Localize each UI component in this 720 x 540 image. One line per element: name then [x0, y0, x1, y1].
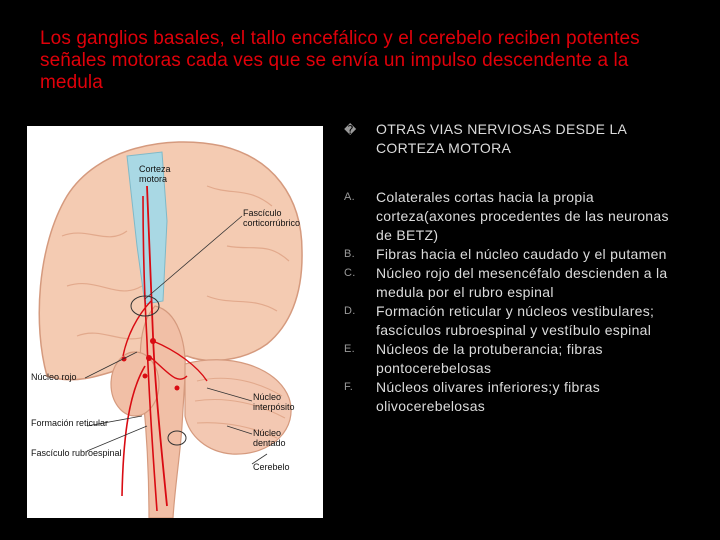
label-fasciculo-rubroespinal: Fascículo rubroespinal — [31, 448, 122, 458]
list-item-text: Formación reticular y núcleos vestibulares; fascículos rubroespinal y vestíbulo espinal — [376, 303, 655, 338]
list-marker: D. — [344, 305, 356, 317]
list-item — [344, 378, 684, 416]
list-item-text: Núcleos olivares inferiores;y fibras olivocerebelosas — [376, 379, 600, 414]
list-marker: B. — [344, 248, 355, 260]
pathways-list — [344, 120, 684, 416]
list-item — [344, 302, 684, 340]
list-item — [344, 245, 684, 264]
list-marker: A. — [344, 191, 355, 203]
list-item-text: Núcleos de la protuberancia; fibras pontocerebelosas — [376, 341, 603, 376]
brain-diagram — [27, 126, 323, 518]
list-item — [344, 264, 684, 302]
list-marker: F. — [344, 381, 354, 393]
list-header — [344, 120, 684, 158]
label-fasciculo-corticorrubrico: Fascículo corticorrúbrico — [243, 208, 301, 228]
list-item-text: Colaterales cortas hacia la propia corteza(axones procedentes de las neuronas de BETZ) — [376, 189, 669, 243]
list-marker: E. — [344, 343, 355, 355]
list-marker: C. — [344, 267, 356, 279]
label-cerebelo: Cerebelo — [253, 462, 290, 472]
list-item-text: Núcleo rojo del mesencéfalo descienden a la medula por el rubro espinal — [376, 265, 668, 300]
list-header-text: OTRAS VIAS NERVIOSAS DESDE LA CORTEZA MOTORA — [376, 121, 627, 156]
brain-motor-pathways-illustration — [27, 126, 323, 518]
slide-title: Los ganglios basales, el tallo encefálico y el cerebelo reciben potentes señales motoras cada ves que se envía un impulso descendente a la medula — [40, 28, 640, 93]
list-item-text: Fibras hacia el núcleo caudado y el putamen — [376, 246, 667, 262]
list-item — [344, 340, 684, 378]
list-item — [344, 188, 684, 245]
label-nucleo-interposito: Núcleo interpósito — [253, 392, 295, 412]
label-formacion-reticular: Formación reticular — [31, 418, 109, 428]
label-nucleo-dentado: Núcleo dentado — [253, 428, 286, 448]
bullet-icon: � — [344, 123, 357, 137]
label-corteza-motora: Corteza motora — [139, 164, 171, 184]
label-nucleo-rojo: Núcleo rojo — [31, 372, 77, 382]
